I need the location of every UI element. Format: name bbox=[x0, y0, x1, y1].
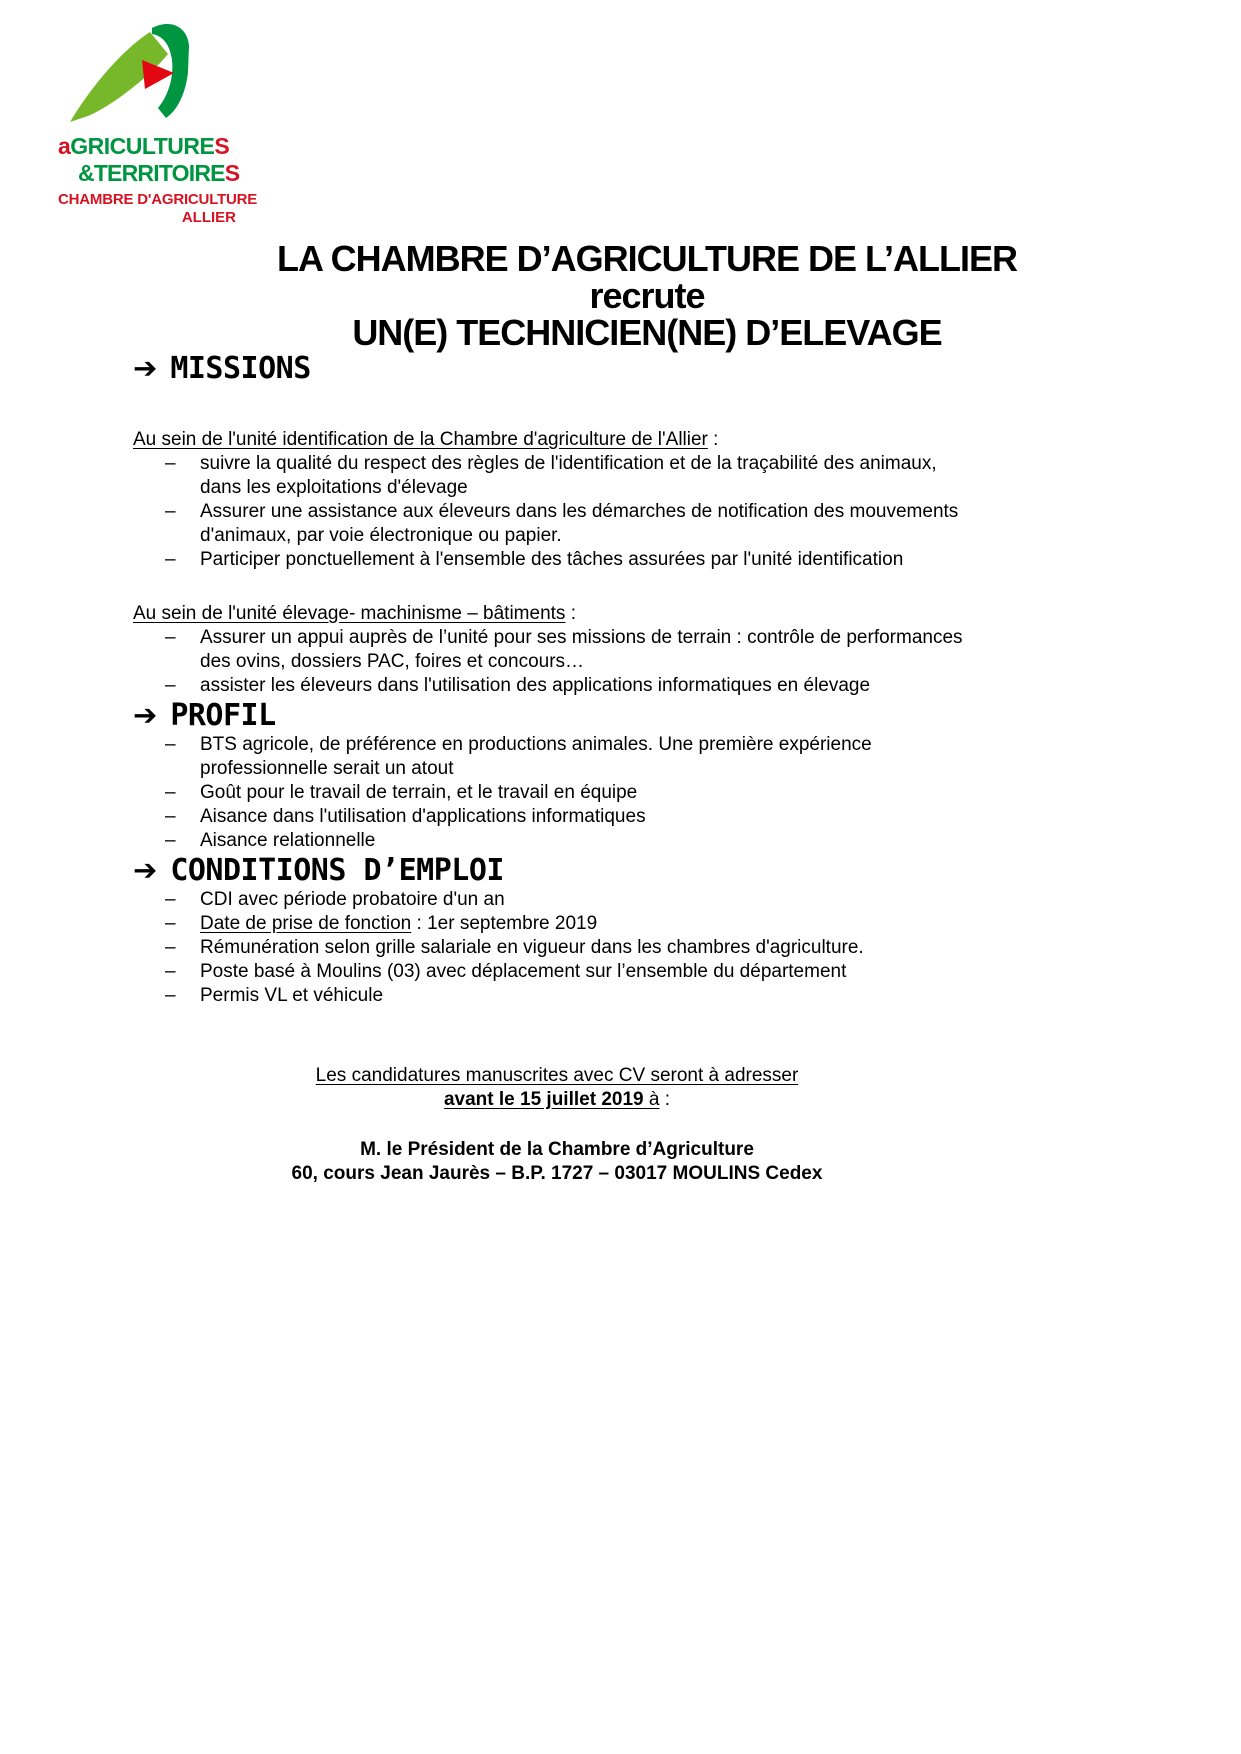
section-missions bbox=[0, 351, 1241, 698]
missions-heading-label: MISSIONS bbox=[170, 351, 311, 386]
title-line-1: LA CHAMBRE D’AGRICULTURE DE L’ALLIER bbox=[277, 238, 1017, 279]
missions-bullet-list-1 bbox=[133, 452, 981, 572]
chamber-agriculture-logo-icon bbox=[66, 12, 196, 124]
bullet-item: – suivre la qualité du respect des règles de l'identification et de la traçabilité des animaux, dans les exploitations d'élevage bbox=[133, 452, 981, 500]
title-line-3: UN(E) TECHNICIEN(NE) D’ELEVAGE bbox=[352, 312, 942, 353]
bullet-item: – Assurer une assistance aux éleveurs dans les démarches de notification des mouvements d'animaux, par voie électronique ou papier. bbox=[133, 500, 981, 548]
missions-bullet-list-2 bbox=[133, 626, 981, 698]
section-conditions bbox=[0, 853, 1241, 1008]
bullet-item: – Aisance dans l'utilisation d'applications informatiques bbox=[133, 805, 981, 829]
closing-address: 60, cours Jean Jaurès – B.P. 1727 – 03017 MOULINS Cedex bbox=[291, 1163, 823, 1184]
bullet-item: – Poste basé à Moulins (03) avec déplacement sur l’ensemble du département bbox=[133, 960, 981, 984]
logo bbox=[58, 12, 258, 227]
bullet-item: – Participer ponctuellement à l'ensemble des tâches assurées par l'unité identification bbox=[133, 548, 981, 572]
application-instructions bbox=[0, 1064, 1114, 1186]
closing-addressee: M. le Président de la Chambre d’Agriculture bbox=[360, 1139, 754, 1160]
bullet-item: – CDI avec période probatoire d'un an bbox=[133, 888, 981, 912]
arrow-right-icon: ➔ bbox=[133, 853, 158, 887]
logo-region-line: ALLIER bbox=[181, 209, 236, 226]
logo-brand-line1: aGRICULTURES bbox=[58, 133, 230, 159]
profil-heading-label: PROFIL bbox=[170, 698, 276, 733]
title-line-2: recrute bbox=[589, 275, 705, 316]
missions-intro-1: Au sein de l'unité identification de la Chambre d'agriculture de l'Allier : bbox=[133, 429, 719, 450]
bullet-item: – Goût pour le travail de terrain, et le travail en équipe bbox=[133, 781, 981, 805]
missions-intro-2: Au sein de l'unité élevage- machinisme – bâtiments : bbox=[133, 603, 576, 624]
profil-heading bbox=[133, 698, 981, 733]
bullet-item: – Aisance relationnelle bbox=[133, 829, 981, 853]
logo-brand-line2: &TERRITOIRES bbox=[78, 160, 240, 186]
conditions-heading bbox=[133, 853, 981, 888]
bullet-item: – Rémunération selon grille salariale en vigueur dans les chambres d'agriculture. bbox=[133, 936, 981, 960]
bullet-item: – Date de prise de fonction : 1er septembre 2019 bbox=[133, 912, 981, 936]
profil-bullet-list bbox=[133, 733, 981, 853]
missions-heading bbox=[133, 351, 981, 386]
arrow-right-icon: ➔ bbox=[133, 351, 158, 385]
bullet-item: – Permis VL et véhicule bbox=[133, 984, 981, 1008]
conditions-heading-label: CONDITIONS D’EMPLOI bbox=[170, 853, 504, 888]
bullet-item: – assister les éleveurs dans l'utilisation des applications informatiques en élevage bbox=[133, 674, 981, 698]
section-profil bbox=[0, 698, 1241, 853]
bullet-item: – Assurer un appui auprès de l’unité pour ses missions de terrain : contrôle de performances des ovins, dossiers PAC, foires et concours… bbox=[133, 626, 981, 674]
bullet-item: – BTS agricole, de préférence en productions animales. Une première expérience professionnelle serait un atout bbox=[133, 733, 981, 781]
conditions-bullet-list bbox=[133, 888, 981, 1008]
closing-line-1: Les candidatures manuscrites avec CV seront à adresser bbox=[315, 1065, 799, 1086]
logo-org-line: CHAMBRE D'AGRICULTURE bbox=[58, 191, 258, 208]
arrow-right-icon: ➔ bbox=[133, 698, 158, 732]
closing-line-2: avant le 15 juillet 2019 à : bbox=[443, 1089, 671, 1110]
